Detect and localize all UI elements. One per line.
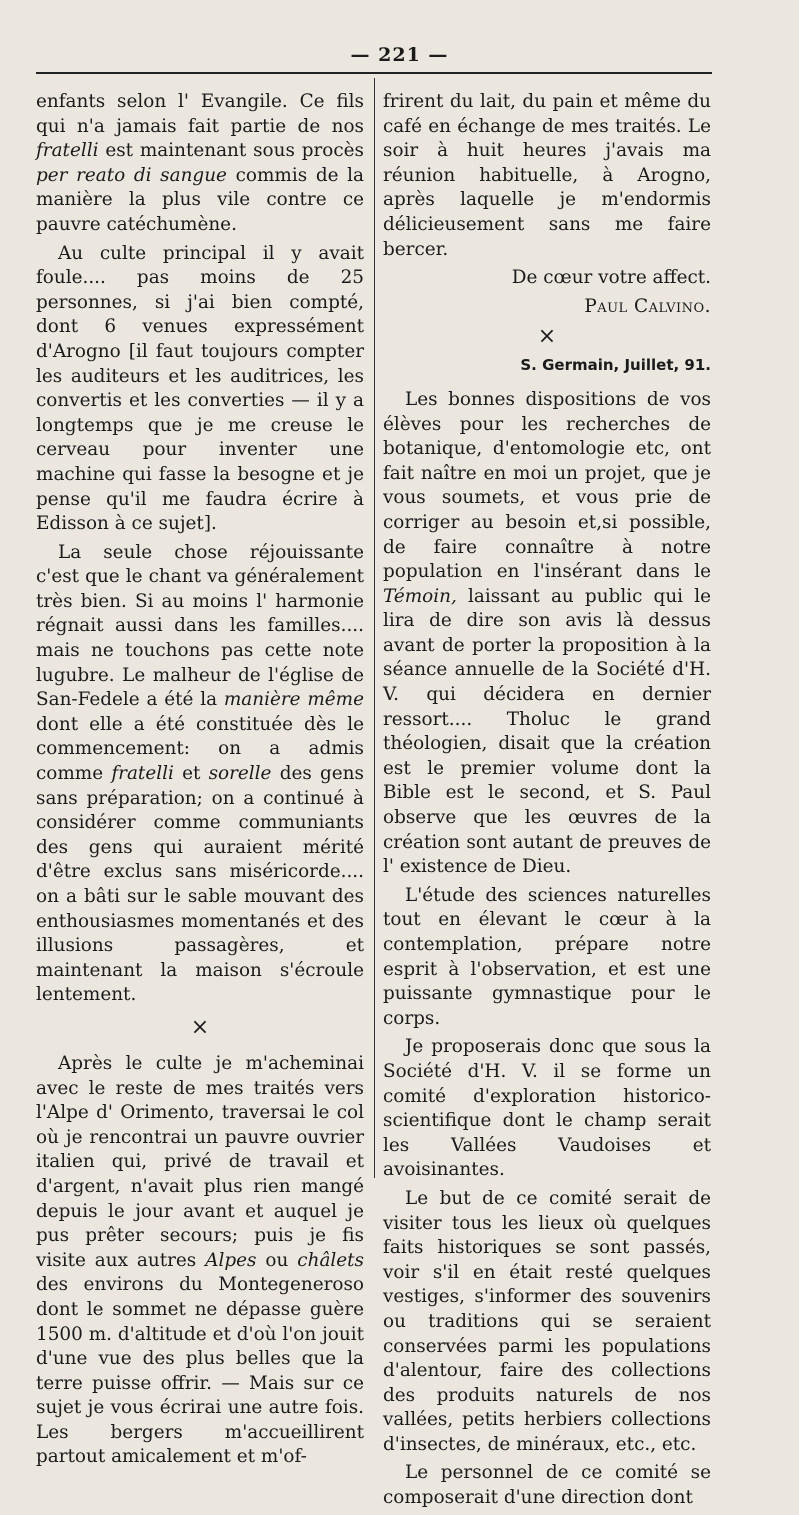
left-column — [36, 90, 364, 1474]
paragraph: La seule chose réjouissante c'est que le chant va généralement très bien. Si au moins l' harmonie régnait aussi dans les familles.... mais ne touchons pas cette note lugubre. Le malheur de l'église de San-Fedele a été la manière même dont elle a été constituée dès le commencement: on a admis comme fratelli et sorelle des gens sans préparation; on a continué à considérer comme communiants des gens qui auraient mérité d'être exclus sans miséricorde.... on a bâti sur le sable mouvant des enthousiasmes momentanés et des illusions passagères, et maintenant la maison s'écroule lentement. — [36, 541, 364, 1006]
page-number: — 221 — — [350, 44, 449, 66]
signature-closing: De cœur votre affect. — [511, 267, 711, 289]
paragraph: Le personnel de ce comité se composerait d'une direction dont — [383, 1462, 711, 1509]
paragraph: frirent du lait, du pain et même du café en échange de mes traités. Le soir à huit heures j'avais ma réunion habituelle, à Arogno, après laquelle je m'endormis délicieusement sans me faire bercer. — [383, 91, 711, 260]
dateline: S. Germain, Juillet, 91. — [520, 356, 711, 375]
column-divider — [374, 78, 375, 1178]
paragraph: Au culte principal il y avait foule.... pas moins de 25 personnes, si j'ai bien compté, dont 6 venues expressément d'Arogno [il faut toujours compter les auditeurs et les auditrices, les convertis et les converties — il y a longtemps que je me creuse le cerveau pour inventer une machine qui fasse la besogne et je pense qu'il me faudra écrire à Edisson à ce sujet]. — [36, 242, 364, 535]
signature-name: Paul Calvino. — [584, 295, 711, 317]
paragraph: Les bonnes dispositions de vos élèves pour les recherches de botanique, d'entomologie etc, ont fait naître en moi un projet, que je vous soumets, et vous prie de corriger au besoin et,si possible, de faire connaître à notre population en l'insérant dans le Témoin, laissant au public qui le lira de dire son avis là dessus avant de porter la proposition à la séance annuelle de la Société d'H. V. qui décidera en dernier ressort.... Tholuc le grand théologien, disait que la création est le premier volume dont la Bible est le second, et S. Paul observe que les œuvres de la création sont autant de preuves de l' existence de Dieu. — [383, 388, 711, 878]
paragraph: Après le culte je m'acheminai avec le reste de mes traités vers l'Alpe d' Orimento, traversai le col où je rencontrai un pauvre ouvrier italien qui, privé de travail et d'argent, n'avait plus rien mangé depuis le jour avant et auquel je pus prêter secours; puis je fis visite aux autres Alpes ou châlets des environs du Montegeneroso dont le sommet ne dépasse guère 1500 m. d'altitude et d'où l'on jouit d'une vue des plus belles que la terre puisse offrir. — Mais sur ce sujet je vous écrirai une autre fois. Les bergers m'accueillirent partout amicalement et m'of- — [36, 1052, 364, 1468]
paragraph: enfants selon l' Evangile. Ce fils qui n'a jamais fait partie de nos fratelli est maintenant sous procès per reato di sangue commis de la manière la plus vile contre ce pauvre catéchumène. — [36, 91, 364, 235]
header-rule — [36, 72, 712, 74]
paragraph: Je proposerais donc que sous la Société d'H. V. il se forme un comité d'exploration historico-scientifique dont le champ serait les Vallées Vaudoises et avoisinantes. — [383, 1036, 711, 1181]
section-separator: × — [537, 324, 557, 350]
right-column — [383, 90, 711, 1515]
section-separator: × — [190, 1014, 210, 1040]
paragraph: L'étude des sciences naturelles tout en élevant le cœur à la contemplation, prépare notre esprit à l'observation, et est une puissante gymnastique pour le corps. — [383, 884, 711, 1029]
paragraph: Le but de ce comité serait de visiter tous les lieux où quelques faits historiques se sont passés, voir s'il en était resté quelques vestiges, s'informer des souvenirs ou traditions qui se seraient conservées parmi les populations d'alentour, faire des collections des produits naturels de nos vallées, petits herbiers collections d'insectes, de minéraux, etc., etc. — [383, 1187, 711, 1455]
